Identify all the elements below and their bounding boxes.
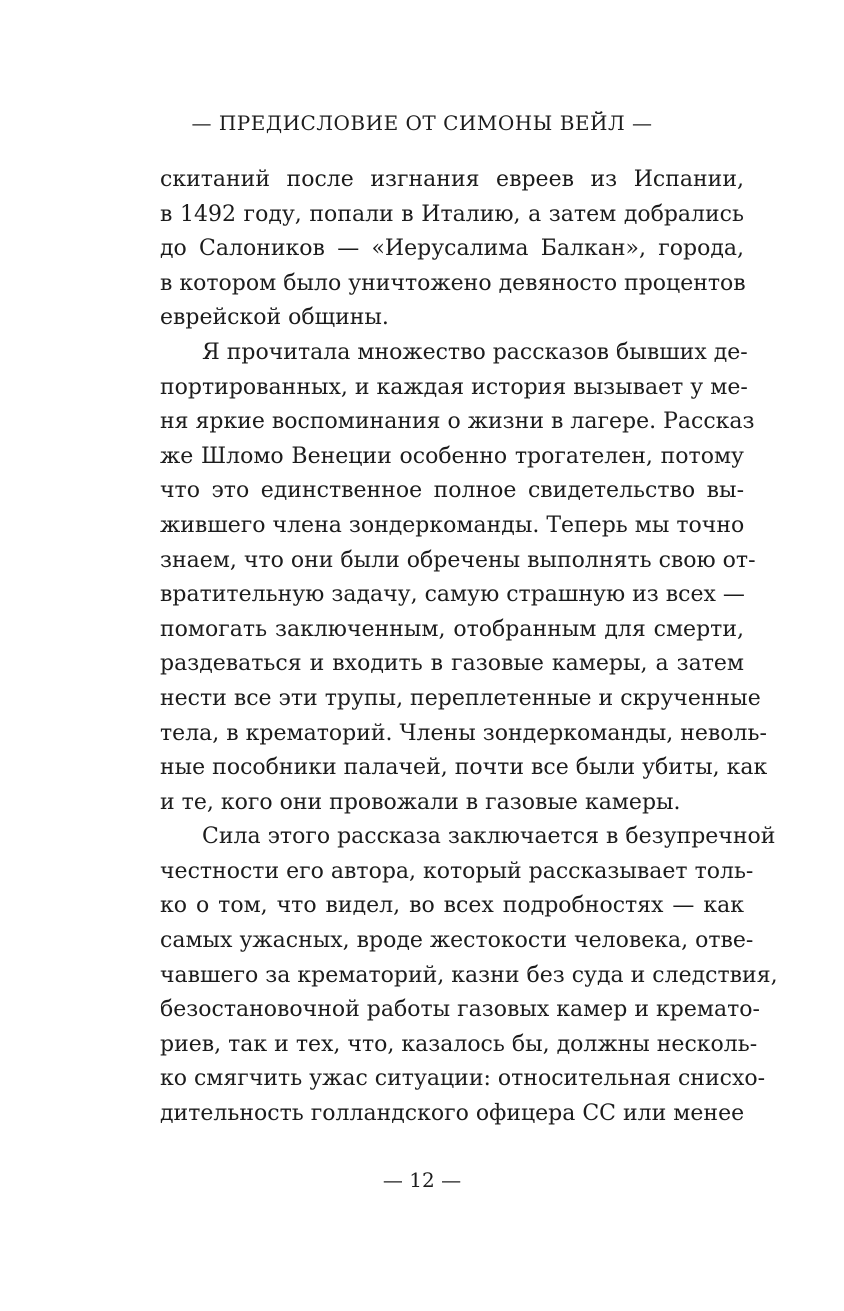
text-line: до Салоников — «Иерусалима Балкан», города, (160, 236, 744, 262)
text-line: Сила этого рассказа заключается в безупречной (202, 824, 776, 850)
text-line: самых ужасных, вроде жестокости человека, отве- (160, 928, 754, 954)
text-line: ня яркие воспоминания о жизни в лагере. Рассказ (160, 409, 755, 435)
text-line: раздеваться и входить в газовые камеры, а затем (160, 651, 744, 677)
text-line: нести все эти трупы, переплетенные и скрученные (160, 685, 761, 711)
text-line: вратительную задачу, самую страшную из всех — (160, 582, 745, 608)
page-number: — 12 — (382, 1168, 462, 1192)
text-line: тела, в крематорий. Члены зондеркоманды, неволь- (160, 720, 767, 746)
text-line: чавшего за крематорий, казни без суда и следствия, (160, 962, 778, 988)
text-line: ко о том, что видел, во всех подробностях — как (160, 893, 744, 919)
text-line: жившего члена зондеркоманды. Теперь мы точно (160, 512, 745, 538)
text-line: скитаний после изгнания евреев из Испании, (160, 167, 744, 192)
text-line: помогать заключенным, отобранным для смерти, (160, 616, 744, 642)
running-head: — ПРЕДИСЛОВИЕ ОТ СИМОНЫ ВЕЙЛ — (191, 111, 653, 135)
text-line: еврейской общины. (160, 305, 389, 331)
text-line: портированных, и каждая история вызывает у ме- (160, 374, 748, 400)
text-line: ные пособники палачей, почти все были убиты, как (160, 755, 768, 781)
text-line: дительность голландского офицера СС или менее (160, 1101, 745, 1127)
text-line: в котором было уничтожено девяносто процентов (160, 270, 746, 296)
text-line: безостановочной работы газовых камер и кремато- (160, 997, 760, 1023)
text-line: что это единственное полное свидетельство вы- (160, 478, 744, 504)
text-line: и те, кого они провожали в газовые камеры. (160, 789, 681, 815)
text-line: же Шломо Венеции особенно трогателен, потому (160, 443, 744, 469)
text-line: ко смягчить ужас ситуации: относительная снисхо- (160, 1066, 766, 1092)
text-line: в 1492 году, попали в Италию, а затем добрались (160, 201, 744, 227)
text-line: Я прочитала множество рассказов бывших де- (202, 339, 748, 365)
text-line: риев, так и тех, что, казалось бы, должны несколь- (160, 1031, 758, 1057)
text-line: знаем, что они были обречены выполнять свою от- (160, 547, 756, 573)
text-line: честности его автора, который рассказывает толь- (160, 858, 754, 884)
body-text (160, 163, 778, 1132)
